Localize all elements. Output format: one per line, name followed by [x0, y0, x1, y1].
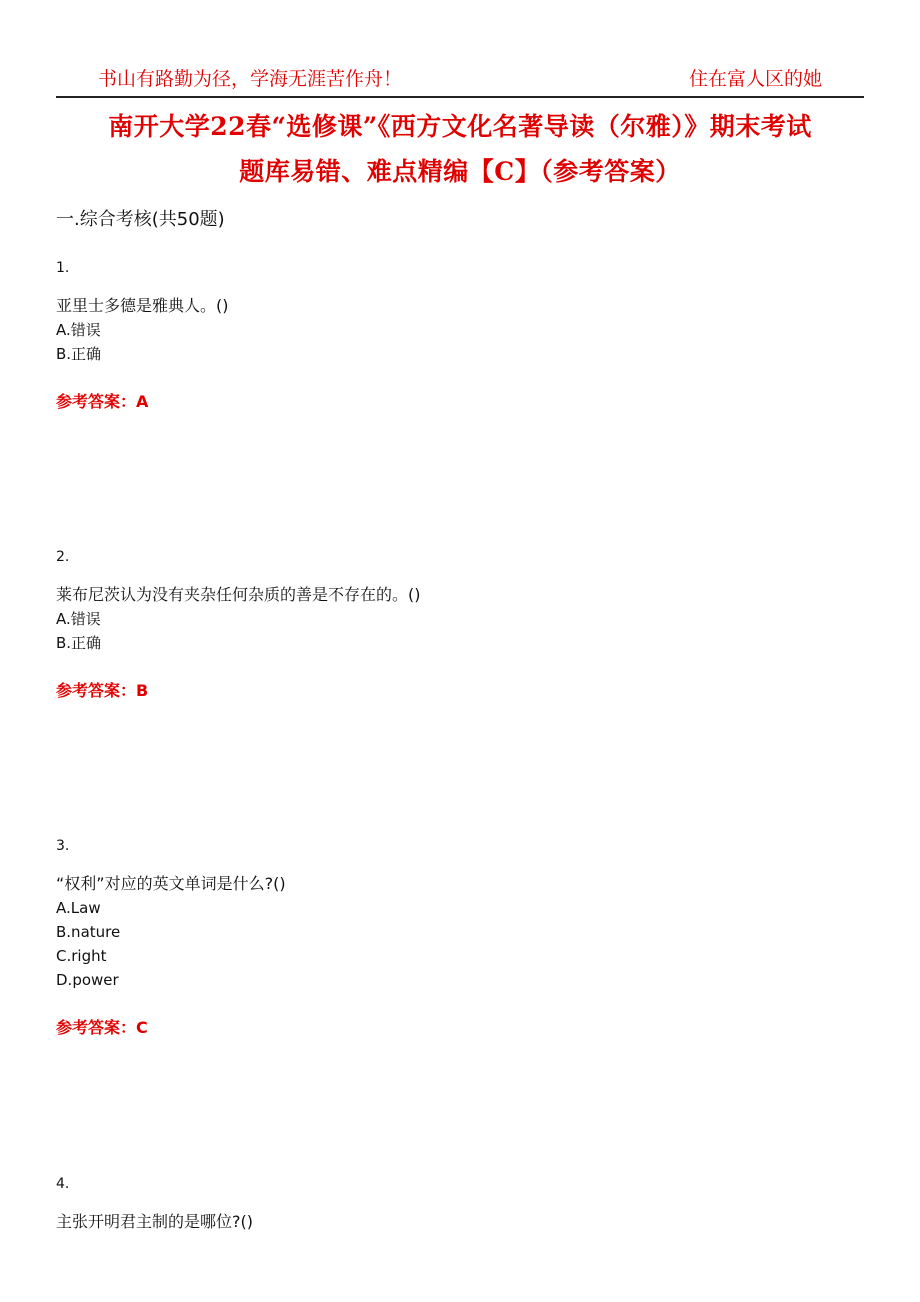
page-header — [56, 66, 864, 98]
question-number: 1. — [56, 260, 70, 276]
question-1 — [56, 258, 864, 414]
option-a: A.错误 — [56, 321, 101, 339]
question-text: 主张开明君主制的是哪位?() — [56, 1212, 253, 1231]
question-3 — [56, 836, 864, 1040]
option-b: B.nature — [56, 923, 121, 941]
option-d: D.power — [56, 971, 119, 989]
document-title-line-2: 题库易错、难点精编【C】（参考答案） — [239, 157, 681, 186]
option-b: B.正确 — [56, 634, 102, 652]
question-text: 莱布尼茨认为没有夹杂任何杂质的善是不存在的。() — [56, 585, 421, 604]
header-motto-right: 住在富人区的她 — [688, 68, 822, 90]
section-heading: 一.综合考核(共50题) — [56, 209, 225, 230]
answer-key: 参考答案：C — [56, 1018, 148, 1037]
document-title-line-1: 南开大学22春“选修课”《西方文化名著导读（尔雅）》期末考试 — [108, 112, 812, 141]
option-list — [56, 318, 864, 366]
question-number: 2. — [56, 549, 70, 565]
option-a: A.错误 — [56, 610, 101, 628]
question-number: 3. — [56, 838, 70, 854]
option-b: B.正确 — [56, 345, 102, 363]
option-list — [56, 896, 864, 992]
question-number: 4. — [56, 1176, 70, 1192]
option-c: C.right — [56, 947, 107, 965]
question-4 — [56, 1174, 864, 1234]
answer-key: 参考答案：A — [56, 392, 149, 411]
question-text: “权利”对应的英文单词是什么?() — [56, 874, 286, 893]
question-text: 亚里士多德是雅典人。() — [56, 296, 229, 315]
option-list — [56, 607, 864, 655]
option-a: A.Law — [56, 899, 101, 917]
question-2 — [56, 547, 864, 703]
answer-key: 参考答案：B — [56, 681, 149, 700]
header-motto-left: 书山有路勤为径，学海无涯苦作舟！ — [98, 68, 403, 90]
